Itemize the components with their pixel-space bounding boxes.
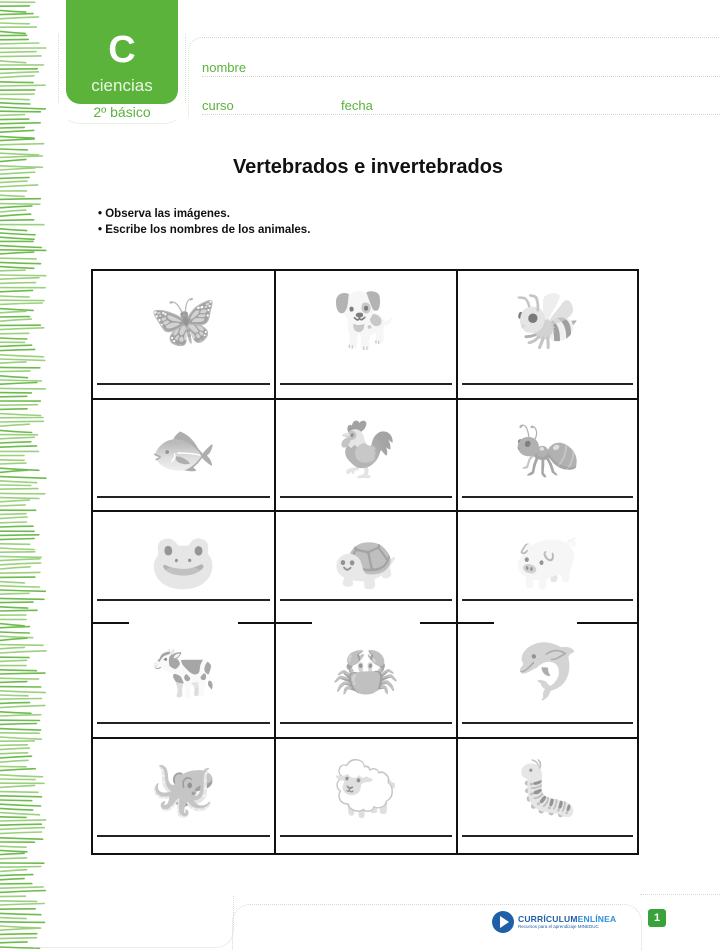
answer-line-input[interactable] [462,383,633,385]
logo-name-main: CURRÍCULUM [518,914,578,924]
animal-cell [458,739,637,853]
nombre-label: nombre [202,60,247,75]
animal-cell [276,739,458,853]
fecha-label: fecha [341,98,373,113]
subject-tile [66,0,178,104]
grade-label: 2º básico [58,104,186,120]
animal-cell [458,512,637,622]
instruction-item: • Observa las imágenes. [98,206,310,222]
ant-icon: 🐜 [513,419,582,480]
page-number: 1 [648,909,666,927]
answer-line-input[interactable] [97,599,270,601]
animal-grid [91,269,639,855]
answer-line-input[interactable] [97,835,270,837]
animal-cell [276,512,458,622]
crab-icon: 🦀 [332,641,400,702]
play-arrow-icon [492,911,514,933]
answer-line-input[interactable] [462,599,633,601]
animal-cell [276,622,458,739]
centipede-icon: 🐛 [513,758,582,819]
student-info-box [188,37,720,117]
animal-cell [276,400,458,512]
logo-name-accent: ENLÍNEA [577,914,617,924]
answer-line-input[interactable] [462,722,633,724]
answer-line-input[interactable] [280,722,452,724]
rooster-icon: 🐓 [332,419,400,480]
answer-line-input[interactable] [280,835,452,837]
curso-fecha-field[interactable] [202,114,720,115]
bee-icon: 🐝 [513,290,582,351]
animal-cell [93,512,276,622]
animal-cell [458,400,637,512]
answer-line-input[interactable] [280,496,452,498]
answer-line-input[interactable] [97,722,270,724]
answer-line-input[interactable] [462,496,633,498]
logo-tagline: Recursos para el aprendizaje MINEDUC [518,924,599,929]
turtle-icon: 🐢 [332,531,400,592]
curso-label: curso [202,98,234,113]
octopus-icon: 🐙 [149,758,218,819]
answer-line-input[interactable] [462,835,633,837]
animal-cell [93,271,276,400]
instruction-item: • Escribe los nombres de los animales. [98,222,310,238]
pig-icon: 🐖 [513,531,582,592]
animal-cell [93,400,276,512]
animal-cell [93,622,276,739]
grass-border-decoration [0,0,50,950]
answer-line-input[interactable] [280,383,452,385]
sheep-icon: 🐑 [332,758,400,819]
instructions-list [98,206,310,238]
subject-badge [58,0,186,124]
page-title: Vertebrados e invertebrados [232,156,504,178]
footer-decoration-left [34,896,234,948]
frog-icon: 🐸 [149,531,218,592]
dog-icon: 🐕 [332,290,400,351]
animal-cell [458,622,637,739]
answer-line-input[interactable] [97,383,270,385]
animal-cell [276,271,458,400]
footer-decoration-right [640,894,720,896]
subject-name: ciencias [91,76,153,95]
animal-cell [458,271,637,400]
curriculum-en-linea-logo [492,911,616,933]
nombre-field[interactable] [202,76,720,77]
animal-cell [93,739,276,853]
answer-line-input[interactable] [280,599,452,601]
subject-letter: C [108,29,136,71]
dolphin-icon: 🐬 [513,641,582,702]
fish-icon: 🐟 [149,419,218,480]
cow-icon: 🐄 [149,641,218,702]
butterfly-icon: 🦋 [149,290,218,351]
answer-line-input[interactable] [97,496,270,498]
